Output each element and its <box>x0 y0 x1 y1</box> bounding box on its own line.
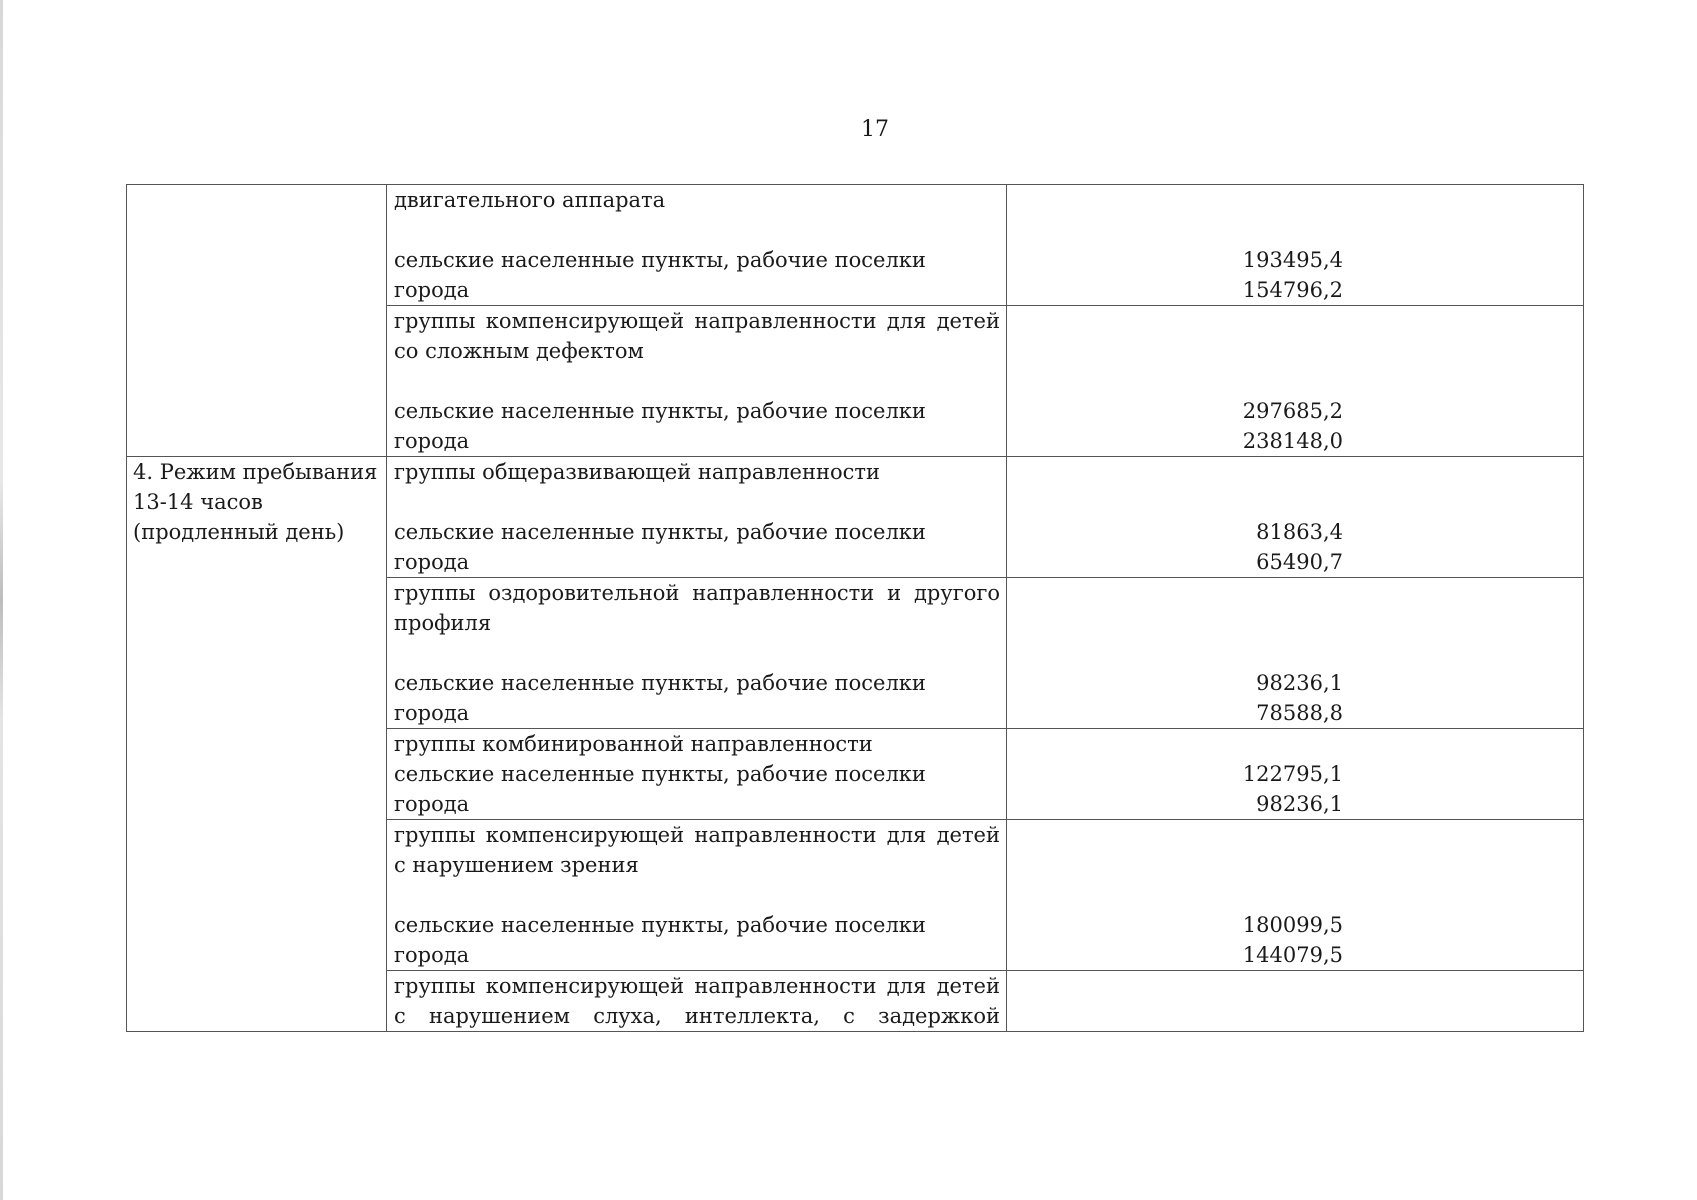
table-row <box>127 185 1584 306</box>
city-value: 144079,5 <box>1242 943 1343 967</box>
mode-line: 13-14 часов <box>133 490 263 514</box>
group-title-line: группы компенсирующей направленности для детей <box>394 823 1000 847</box>
city-label: города <box>394 943 470 967</box>
group-title-line: группы компенсирующей направленности для детей <box>394 974 1000 998</box>
rural-label: сельские населенные пункты, рабочие поселки <box>394 248 926 272</box>
rural-label: сельские населенные пункты, рабочие поселки <box>394 913 926 937</box>
mode-cell <box>127 457 387 1032</box>
value-cell <box>1007 185 1584 306</box>
city-label: города <box>394 792 470 816</box>
group-cell <box>387 820 1007 971</box>
city-label: города <box>394 701 470 725</box>
value-cell <box>1007 729 1584 820</box>
page-number: 17 <box>861 117 889 142</box>
rural-value: 180099,5 <box>1242 913 1343 937</box>
mode-cell-empty <box>127 185 387 457</box>
tariff-table <box>126 184 1584 1032</box>
city-value: 65490,7 <box>1256 550 1343 574</box>
value-cell-empty <box>1007 971 1584 1032</box>
table-row <box>127 457 1584 578</box>
city-value: 154796,2 <box>1242 278 1343 302</box>
group-cell <box>387 185 1007 306</box>
rural-value: 81863,4 <box>1256 520 1343 544</box>
group-cell <box>387 971 1007 1032</box>
group-cell <box>387 457 1007 578</box>
group-title-line: профиля <box>394 611 492 635</box>
value-cell <box>1007 820 1584 971</box>
rural-label: сельские населенные пункты, рабочие поселки <box>394 762 926 786</box>
value-cell <box>1007 457 1584 578</box>
group-cell <box>387 578 1007 729</box>
value-cell <box>1007 306 1584 457</box>
rural-value: 193495,4 <box>1242 248 1343 272</box>
group-title-line: группы общеразвивающей направленности <box>394 460 880 484</box>
group-title-line: группы оздоровительной направленности и другого <box>394 581 1000 605</box>
group-title-line: со сложным дефектом <box>394 339 644 363</box>
city-value: 98236,1 <box>1256 792 1343 816</box>
city-value: 238148,0 <box>1242 429 1343 453</box>
value-cell <box>1007 578 1584 729</box>
mode-line: 4. Режим пребывания <box>133 460 378 484</box>
group-cell <box>387 729 1007 820</box>
group-title-line: двигательного аппарата <box>394 188 666 212</box>
rural-value: 98236,1 <box>1256 671 1343 695</box>
city-label: города <box>394 278 470 302</box>
scan-edge <box>0 0 3 1200</box>
group-cell <box>387 306 1007 457</box>
group-title-line: группы компенсирующей направленности для детей <box>394 309 1000 333</box>
group-title-line: с нарушением зрения <box>394 853 639 877</box>
rural-label: сельские населенные пункты, рабочие поселки <box>394 399 926 423</box>
city-label: города <box>394 429 470 453</box>
rural-label: сельские населенные пункты, рабочие поселки <box>394 520 926 544</box>
city-value: 78588,8 <box>1256 701 1343 725</box>
group-title-line: с нарушением слуха, интеллекта, с задержкой <box>394 1004 1000 1028</box>
rural-value: 122795,1 <box>1242 762 1343 786</box>
rural-label: сельские населенные пункты, рабочие поселки <box>394 671 926 695</box>
rural-value: 297685,2 <box>1242 399 1343 423</box>
mode-line: (продленный день) <box>133 520 345 544</box>
city-label: города <box>394 550 470 574</box>
group-title-line: группы комбинированной направленности <box>394 732 873 756</box>
